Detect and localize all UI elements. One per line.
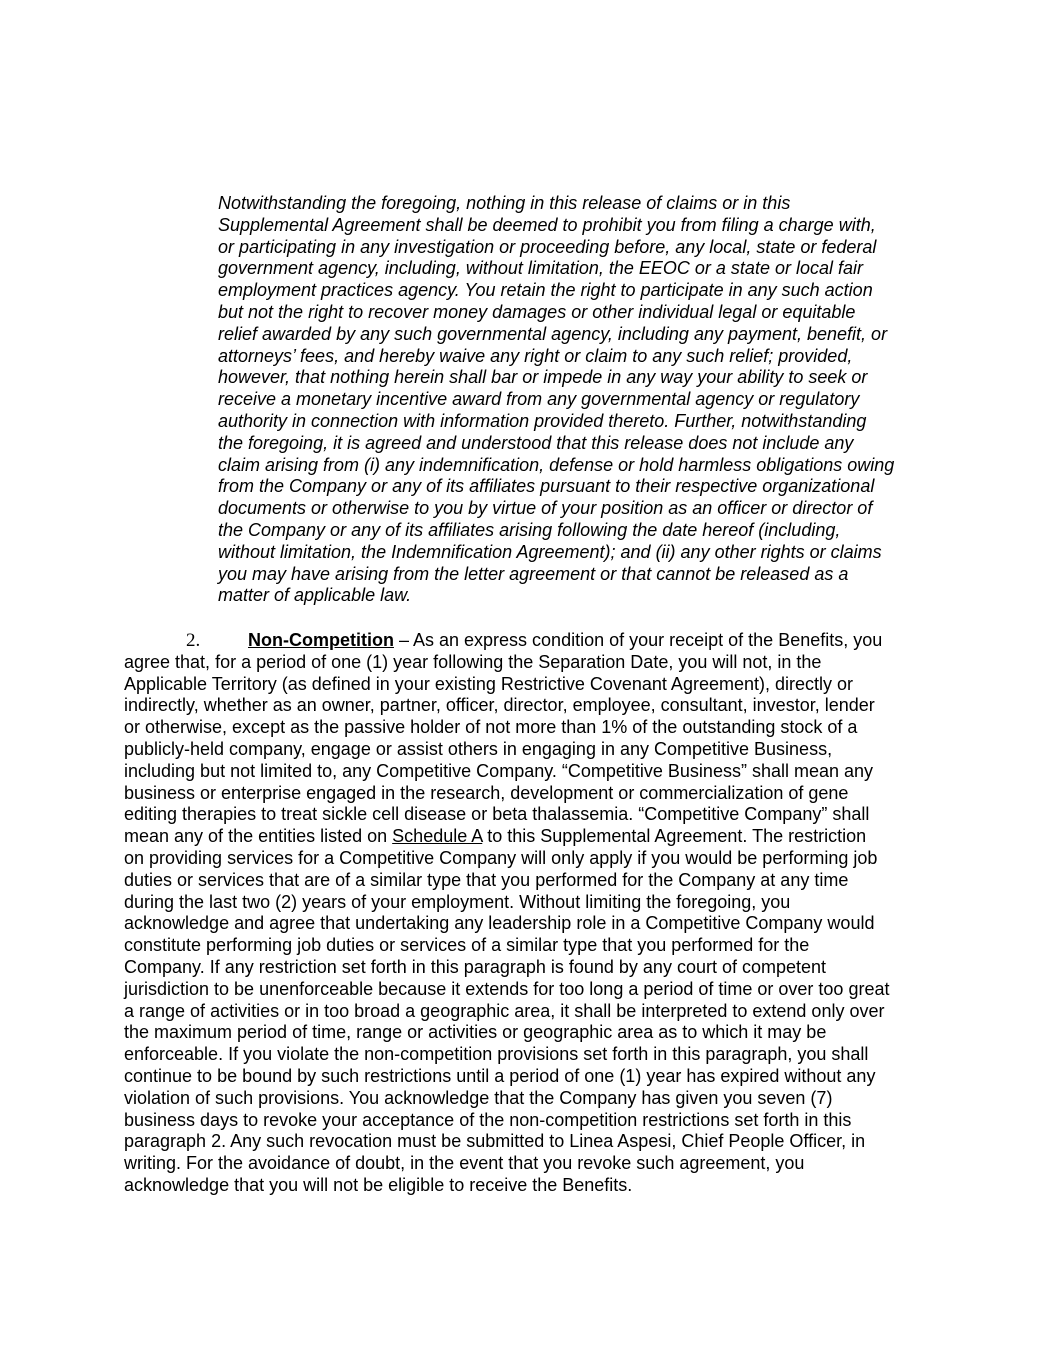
schedule-line-suffix: to this Supplemental Agreement. The restriction: [482, 826, 867, 847]
section-number: 2.: [186, 630, 201, 651]
text-line: you may have arising from the letter agreement or that cannot be released as a: [218, 563, 849, 584]
text-line: including but not limited to, any Competitive Company. “Competitive Business” shall mean any: [124, 760, 874, 781]
text-line: paragraph 2. Any such revocation must be submitted to Linea Aspesi, Chief People Officer, in: [124, 1131, 866, 1152]
text-line: from the Company or any of its affiliates pursuant to their respective organizational: [218, 476, 875, 497]
text-line: during the last two (2) years of your employment. Without limiting the foregoing, you: [124, 891, 791, 912]
text-line: authority in connection with information provided thereto. Further, notwithstanding: [218, 410, 867, 431]
text-line: claim arising from (i) any indemnification, defense or hold harmless obligations owing: [218, 454, 895, 475]
text-line: on providing services for a Competitive Company will only apply if you would be performing job: [124, 847, 878, 868]
text-line: indirectly, whether as an owner, partner, officer, director, employee, consultant, investor, lender: [124, 695, 875, 716]
text-line: matter of applicable law.: [218, 585, 412, 606]
text-line: documents or otherwise to you by virtue of your position as an officer or director of: [218, 498, 873, 519]
text-line: Applicable Territory (as defined in your existing Restrictive Covenant Agreement), directly or: [124, 673, 853, 694]
text-line: constitute performing job duties or services of a similar type that you performed for the: [124, 935, 810, 956]
schedule-line-prefix: mean any of the entities listed on: [124, 826, 393, 847]
text-line: or otherwise, except as the passive holder of not more than 1% of the outstanding stock of a: [124, 717, 858, 738]
section-first-line-text: – As an express condition of your receipt of the Benefits, you: [393, 630, 883, 650]
section-2-non-competition: [124, 630, 939, 1197]
section-first-line: [124, 630, 939, 652]
text-line: editing therapies to treat sickle cell disease or beta thalassemia. “Competitive Company” shall: [124, 804, 870, 825]
text-line: violation of such provisions. You acknowledge that the Company has given you seven (7): [124, 1087, 833, 1108]
text-line: or participating in any investigation or proceeding before, any local, state or federal: [218, 236, 877, 257]
text-line: continue to be bound by such restrictions until a period of one (1) year has expired without any: [124, 1065, 876, 1086]
text-line: enforceable. If you violate the non-competition provisions set forth in this paragraph, you shall: [124, 1044, 869, 1065]
text-line: receive a monetary incentive award from any governmental agency or regulatory: [218, 389, 860, 410]
release-clause-paragraph: [218, 193, 938, 607]
text-line: Supplemental Agreement shall be deemed to prohibit you from filing a charge with,: [218, 214, 876, 235]
text-line: but not the right to recover money damages or other individual legal or equitable: [218, 301, 856, 322]
text-line: the foregoing, it is agreed and understood that this release does not include any: [218, 432, 854, 453]
schedule-a-reference: Schedule A: [392, 826, 483, 847]
text-line: business or enterprise engaged in the research, development or commercialization of gene: [124, 782, 849, 803]
schedule-line: [124, 826, 939, 848]
text-line: however, that nothing herein shall bar or impede in any way your ability to seek or: [218, 367, 868, 388]
text-line: Notwithstanding the foregoing, nothing in this release of claims or in this: [218, 193, 791, 213]
text-line: agree that, for a period of one (1) year following the Separation Date, you will not, in the: [124, 651, 822, 672]
text-line: business days to revoke your acceptance of the non-competition restrictions set forth in this: [124, 1109, 852, 1130]
text-line: without limitation, the Indemnification Agreement); and (ii) any other rights or claims: [218, 541, 882, 562]
text-line: jurisdiction to be unenforceable because it extends for too long a period of time or over too great: [124, 978, 890, 999]
text-line: acknowledge and agree that undertaking any leadership role in a Competitive Company would: [124, 913, 875, 934]
text-line: publicly-held company, engage or assist others in engaging in any Competitive Business,: [124, 738, 833, 759]
text-line: Company. If any restriction set forth in this paragraph is found by any court of competent: [124, 956, 827, 977]
text-line: acknowledge that you will not be eligible to receive the Benefits.: [124, 1174, 633, 1195]
text-line: employment practices agency. You retain the right to participate in any such action: [218, 280, 873, 301]
text-line: writing. For the avoidance of doubt, in the event that you revoke such agreement, you: [124, 1153, 805, 1174]
text-line: duties or services that are of a similar type that you performed for the Company at any time: [124, 869, 849, 890]
text-line: the maximum period of time, range or activities or geographic area as to which it may be: [124, 1022, 827, 1043]
text-line: a range of activities or in too broad a geographic area, it shall be interpreted to extend only over: [124, 1000, 885, 1021]
text-line: the Company or any of its affiliates arising following the date hereof (including,: [218, 519, 841, 540]
section-heading: Non-Competition: [248, 630, 394, 650]
text-line: relief awarded by any such governmental agency, including any payment, benefit, or: [218, 323, 888, 344]
text-line: attorneys’ fees, and hereby waive any right or claim to any such relief; provided,: [218, 345, 853, 366]
text-line: government agency, including, without limitation, the EEOC or a state or local fair: [218, 258, 863, 279]
